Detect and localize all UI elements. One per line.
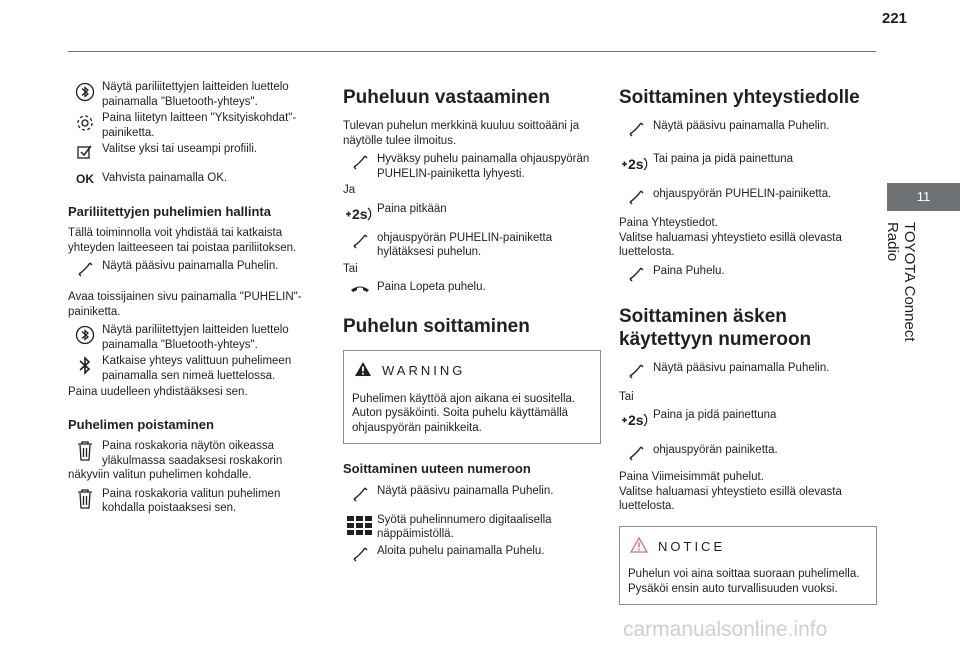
phone-icon — [619, 187, 653, 206]
step-long-press — [343, 202, 601, 225]
step-steering-button — [619, 187, 877, 206]
section-heading: Puhelimen poistaminen — [68, 416, 214, 432]
step-text: Näytä pääsivu painamalla Puhelin. — [377, 484, 554, 497]
column-right — [619, 80, 877, 623]
notice-text: Puhelun voi aina soittaa suoraan puhelimella. Pysäköi ensin auto turvallisuuden vuoksi. — [628, 568, 860, 595]
paragraph: Paina uudelleen yhdistääksesi sen. — [68, 386, 248, 398]
page-number: 221 — [882, 10, 908, 27]
paragraph: Tai — [343, 262, 358, 275]
warning-text: Puhelimen käyttöä ajon aikana ei suositella. Auton pysäköinti. Soita puhelu käyttämällä ohjauspyörän painikkeita. — [352, 392, 576, 434]
notice-box — [619, 526, 877, 606]
step-text: Hyväksy puhelu painamalla ohjauspyörän PUHELIN-painiketta lyhyesti. — [377, 153, 590, 180]
trash-icon — [68, 439, 102, 462]
chapter-tab: 11 — [887, 183, 960, 211]
phone-icon — [68, 259, 102, 278]
phone-icon — [619, 264, 653, 283]
keypad-icon — [343, 513, 377, 536]
step-phone-main — [68, 259, 308, 278]
step-text: Paina liitetyn laitteen "Yksityiskohdat"-painiketta. — [102, 112, 297, 139]
checkbox-icon — [68, 142, 102, 161]
step-text: Näytä pääsivu painamalla Puhelin. — [102, 260, 279, 272]
step-trash-open — [68, 439, 308, 468]
step-text: Näytä pariliitettyjen laitteiden luettelo painamalla "Bluetooth-yhteys". — [102, 81, 289, 108]
step-text: Näytä pariliitettyjen laitteiden luettelo painamalla "Bluetooth-yhteys". — [102, 324, 289, 351]
step-steering-button — [619, 443, 877, 462]
phone-icon — [343, 231, 377, 250]
svg-text:2s: 2s — [628, 156, 644, 172]
paragraph: Valitse haluamasi yhteystieto esillä olevasta luettelosta. — [619, 231, 842, 258]
section-heading: Puhelun soittaminen — [343, 316, 530, 337]
watermark: carmanualsonline.info — [623, 618, 828, 641]
ok-icon: OK — [76, 172, 94, 186]
step-text: Paina Lopeta puhelu. — [377, 281, 486, 293]
paragraph: Avaa toissijainen sivu painamalla "PUHELIN"-painiketta. — [68, 291, 302, 318]
step-keypad — [343, 513, 601, 542]
phone-icon — [619, 361, 653, 380]
step-phone-main — [619, 361, 877, 380]
step-disconnect — [68, 354, 308, 383]
trash-icon — [68, 487, 102, 510]
paragraph: Paina Yhteystiedot. — [619, 217, 718, 229]
section-heading: Soittaminen uuteen numeroon — [343, 461, 531, 476]
paragraph: Tällä toiminnolla voit yhdistää tai katkaista yhteyden laitteeseen tai poistaa pariliitoksen. — [68, 227, 297, 254]
step-bluetooth-list-2 — [68, 323, 308, 352]
long-press-2s-icon — [343, 202, 377, 225]
warning-box — [343, 350, 601, 444]
notice-icon — [630, 537, 648, 558]
section-heading: Puheluun vastaaminen — [343, 87, 550, 108]
step-text: Vahvista painamalla OK. — [102, 172, 228, 184]
bluetooth-symbol-icon — [68, 354, 102, 377]
step-text: Paina roskakoria valitun puhelimen kohdalla poistaaksesi sen. — [102, 487, 281, 514]
step-call — [619, 264, 877, 283]
phone-icon — [343, 484, 377, 503]
step-trash-delete — [68, 487, 308, 516]
column-left — [68, 80, 308, 518]
paragraph: Valitse haluamasi yhteystieto esillä olevasta luettelosta. — [619, 485, 842, 512]
step-hang-up — [343, 280, 601, 295]
warning-icon — [354, 361, 372, 382]
paragraph: Tulevan puhelun merkkinä kuuluu soittoääni ja näytölle tulee ilmoitus. — [343, 120, 580, 147]
step-text: Paina roskakoria näytön oikeassa yläkulmassa saadaksesi roskakorin — [102, 440, 283, 467]
step-reject — [343, 231, 601, 260]
svg-text:2s: 2s — [352, 205, 368, 222]
step-text: ohjauspyörän painiketta. — [653, 444, 778, 456]
top-rule — [68, 51, 876, 52]
column-middle — [343, 80, 601, 565]
section-heading: Soittaminen äsken käytettyyn numeroon — [619, 305, 812, 350]
step-confirm — [68, 171, 308, 187]
phone-icon — [619, 119, 653, 138]
step-text: Aloita puhelu painamalla Puhelu. — [377, 544, 545, 557]
paragraph: Paina Viimeisimmät puhelut. — [619, 471, 764, 483]
step-text: Tai paina ja pidä painettuna — [653, 153, 794, 165]
step-text: Paina ja pidä painettuna — [653, 409, 777, 421]
phone-icon — [343, 544, 377, 563]
bluetooth-icon — [68, 323, 102, 346]
step-details — [68, 111, 308, 140]
hang-up-icon — [343, 280, 377, 295]
step-text: Näytä pääsivu painamalla Puhelin. — [653, 120, 830, 132]
step-text: Valitse yksi tai useampi profiili. — [102, 143, 258, 155]
step-text: Katkaise yhteys valittuun puhelimeen painamalla sen nimeä luettelossa. — [102, 355, 292, 382]
paragraph: Ja — [343, 184, 356, 196]
notice-label: NOTICE — [658, 538, 726, 554]
warning-label: WARNING — [382, 363, 466, 378]
step-start-call — [343, 544, 601, 563]
step-text: Paina Puhelu. — [653, 264, 725, 277]
step-text: ohjauspyörän PUHELIN-painiketta hylätäksesi puhelun. — [377, 231, 553, 258]
paragraph: Tai — [619, 390, 634, 403]
bluetooth-icon — [68, 80, 102, 103]
step-text: Paina pitkään — [377, 202, 447, 215]
step-text: Syötä puhelinnumero digitaalisella näppäimistöllä. — [377, 513, 552, 540]
step-press-hold — [619, 152, 877, 175]
section-heading: Pariliitettyjen puhelimien hallinta — [68, 203, 271, 219]
step-bluetooth-list — [68, 80, 308, 109]
step-phone-main — [343, 484, 601, 503]
phone-icon — [343, 152, 377, 171]
long-press-2s-icon — [619, 152, 653, 175]
long-press-2s-icon — [619, 408, 653, 431]
paragraph: näkyviin valitun puhelimen kohdalle. — [68, 469, 252, 481]
step-text: ohjauspyörän PUHELIN-painiketta. — [653, 188, 832, 200]
section-heading: Soittaminen yhteystiedolle — [619, 87, 860, 108]
step-text: Näytä pääsivu painamalla Puhelin. — [653, 361, 830, 374]
chapter-title: TOYOTA Connect Radio — [884, 222, 918, 342]
gear-icon — [68, 111, 102, 134]
step-accept — [343, 152, 601, 181]
svg-text:2s: 2s — [628, 412, 644, 428]
step-phone-main — [619, 119, 877, 138]
step-press-hold — [619, 408, 877, 431]
step-profile — [68, 142, 308, 161]
phone-icon — [619, 443, 653, 462]
